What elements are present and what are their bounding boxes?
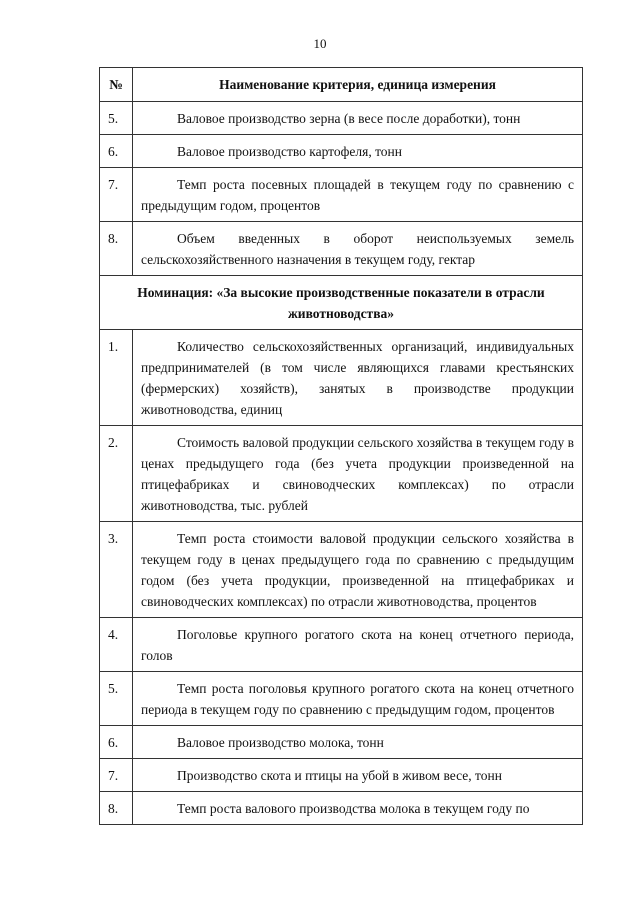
table-row	[100, 618, 583, 672]
header-number: №	[100, 68, 133, 102]
table-row	[100, 726, 583, 759]
row-criterion: Стоимость валовой продукции сельского хозяйства в текущем году в ценах предыдущего года (без учета продукции произведенной на птицефабриках и свиноводческих комплексах) по отрасли животноводства, тыс. рублей	[133, 426, 583, 522]
row-number: 3.	[100, 522, 133, 618]
row-criterion: Темп роста поголовья крупного рогатого скота на конец отчетного периода в текущем году по сравнению с предыдущим годом, процентов	[133, 672, 583, 726]
row-number: 2.	[100, 426, 133, 522]
page-number: 10	[313, 36, 327, 51]
row-criterion: Темп роста валового производства молока в текущем году по	[133, 792, 583, 825]
row-number: 1.	[100, 330, 133, 426]
row-number: 6.	[100, 726, 133, 759]
row-criterion: Поголовье крупного рогатого скота на конец отчетного периода, голов	[133, 618, 583, 672]
table-row	[100, 759, 583, 792]
table-row	[100, 168, 583, 222]
row-number: 8.	[100, 792, 133, 825]
table-row	[100, 135, 583, 168]
row-number: 7.	[100, 759, 133, 792]
table-row	[100, 330, 583, 426]
nomination-row	[100, 276, 583, 330]
table-header-row	[100, 68, 583, 102]
row-criterion: Темп роста посевных площадей в текущем году по сравнению с предыдущим годом, процентов	[133, 168, 583, 222]
row-criterion: Производство скота и птицы на убой в живом весе, тонн	[133, 759, 583, 792]
row-criterion: Валовое производство зерна (в весе после доработки), тонн	[133, 102, 583, 135]
row-number: 5.	[100, 672, 133, 726]
table-row	[100, 426, 583, 522]
row-criterion: Валовое производство молока, тонн	[133, 726, 583, 759]
table-row	[100, 522, 583, 618]
table-row	[100, 792, 583, 825]
table-row	[100, 222, 583, 276]
row-criterion: Валовое производство картофеля, тонн	[133, 135, 583, 168]
row-criterion: Темп роста стоимости валовой продукции сельского хозяйства в текущем году в ценах предыдущего года по сравнению с предыдущим годом (без учета продукции, произведенной на птицефабриках и свиноводческих комплексах) по отрасли животноводства, процентов	[133, 522, 583, 618]
row-criterion: Количество сельскохозяйственных организаций, индивидуальных предпринимателей (в том числе являющихся главами крестьянских (фермерских) хозяйств), занятых в производстве продукции животноводства, единиц	[133, 330, 583, 426]
nomination-title: Номинация: «За высокие производственные показатели в отрасли животноводства»	[100, 276, 583, 330]
row-number: 5.	[100, 102, 133, 135]
criteria-table	[99, 67, 583, 825]
header-criterion: Наименование критерия, единица измерения	[133, 68, 583, 102]
row-number: 4.	[100, 618, 133, 672]
row-number: 6.	[100, 135, 133, 168]
table-row	[100, 102, 583, 135]
row-number: 7.	[100, 168, 133, 222]
table-row	[100, 672, 583, 726]
row-number: 8.	[100, 222, 133, 276]
row-criterion: Объем введенных в оборот неиспользуемых земель сельскохозяйственного назначения в текущем году, гектар	[133, 222, 583, 276]
